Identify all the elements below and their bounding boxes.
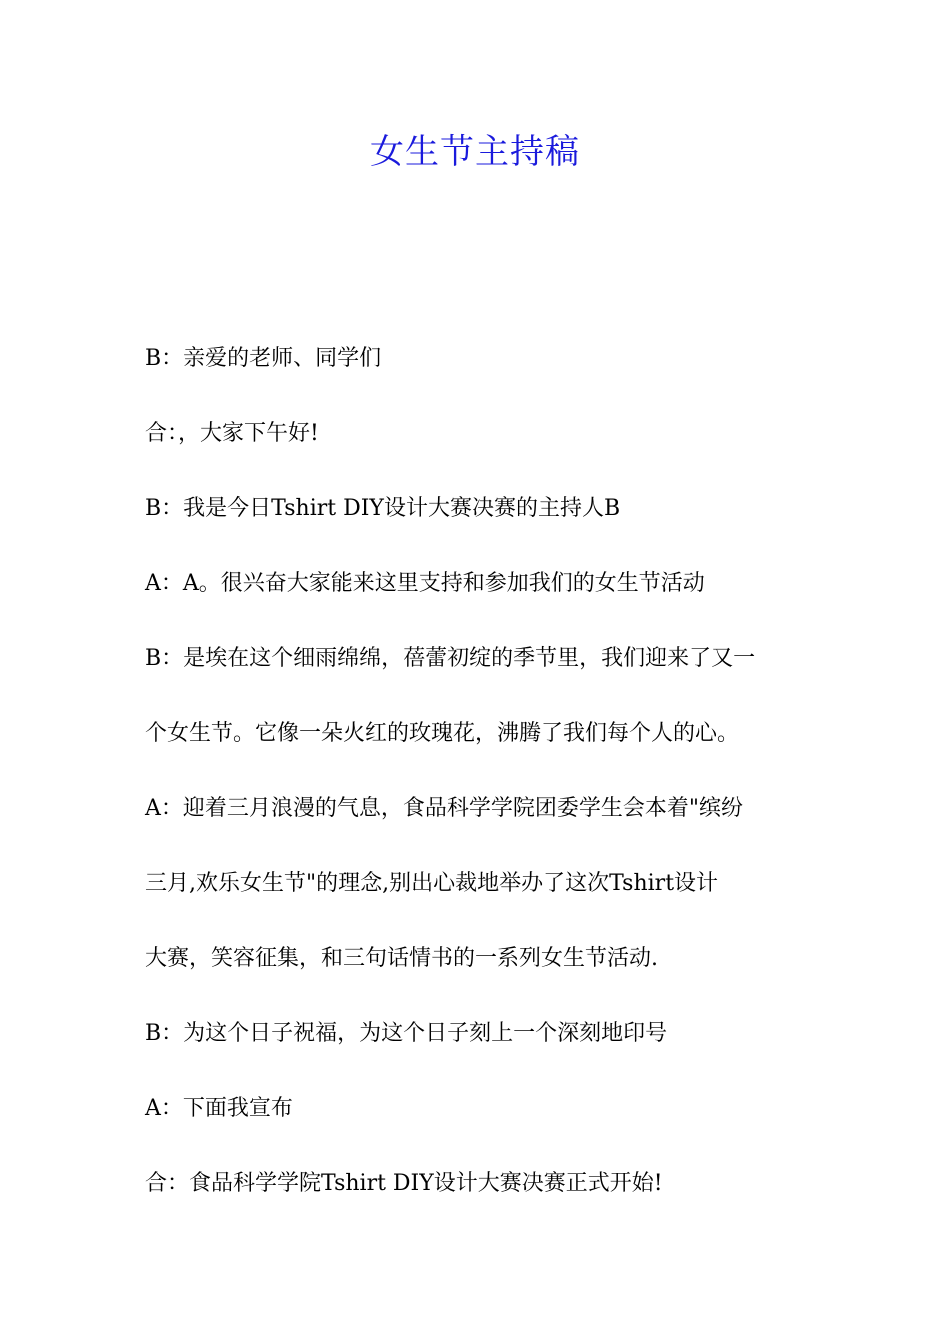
script-line: B：是埃在这个细雨绵绵，蓓蕾初绽的季节里，我们迎来了又一 [145,646,756,671]
script-line: A：迎着三月浪漫的气息，食品科学学院团委学生会本着"缤纷 [145,796,744,821]
script-line: 三月,欢乐女生节"的理念,别出心裁地举办了这次Tshirt设计 [145,871,719,896]
script-line: 合：食品科学学院Tshirt DIY设计大赛决赛正式开始! [145,1171,663,1196]
script-line: 合：，大家下午好! [145,421,319,446]
script-line: 个女生节。它像一朵火红的玫瑰花，沸腾了我们每个人的心。 [145,721,740,746]
script-line: A：下面我宣布 [145,1096,293,1121]
script-line: A：A。很兴奋大家能来这里支持和参加我们的女生节活动 [145,571,705,596]
script-line: 大赛，笑容征集，和三句话情书的一系列女生节活动. [145,946,658,971]
document-body [145,334,810,1234]
document-title: 女生节主持稿 [370,132,580,172]
script-line: B：亲爱的老师、同学们 [145,346,382,371]
script-line: B：为这个日子祝福，为这个日子刻上一个深刻地印号 [145,1021,668,1046]
script-line: B：我是今日Tshirt DIY设计大赛决赛的主持人B [145,496,621,521]
